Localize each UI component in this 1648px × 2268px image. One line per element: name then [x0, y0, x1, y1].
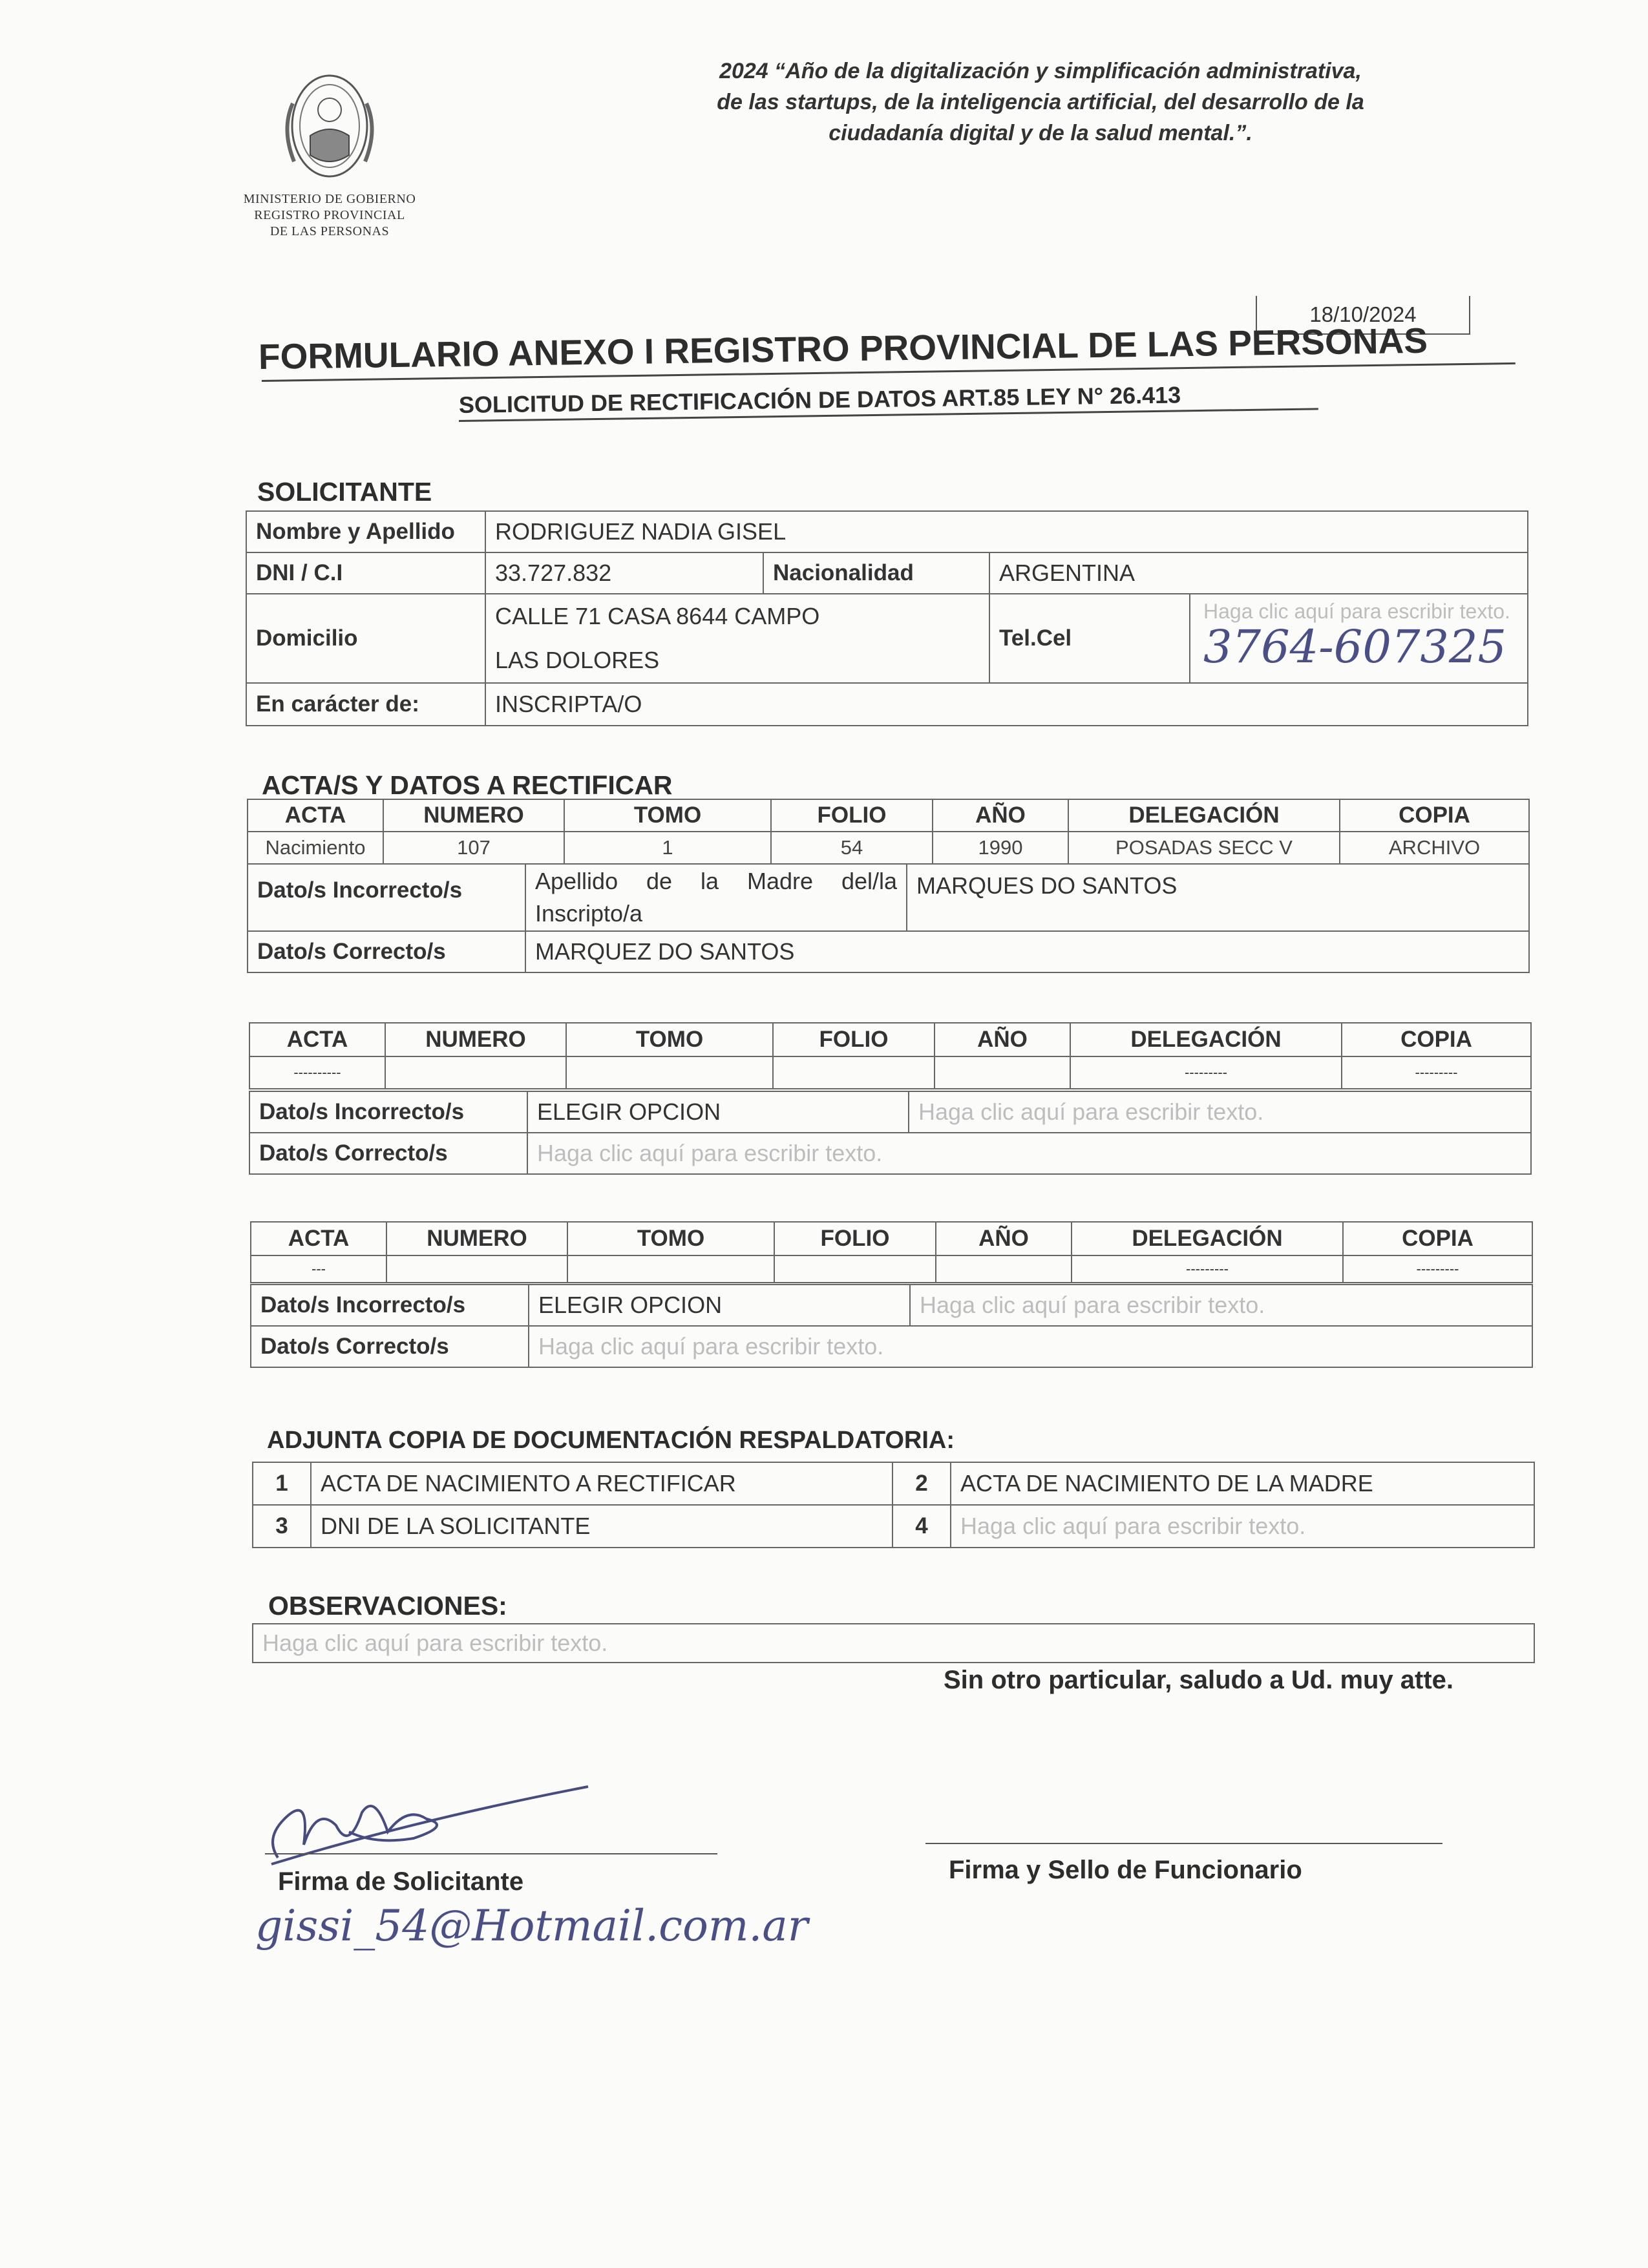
tomo-field[interactable] [566, 1056, 773, 1089]
dni-label: DNI / C.I [246, 552, 485, 594]
incorrecto-label: Dato/s Incorrecto/s [248, 864, 525, 931]
col-folio-header: FOLIO [774, 1222, 936, 1255]
tomo-field[interactable] [567, 1255, 774, 1283]
observaciones-table [252, 1623, 1535, 1663]
motto-line2: de las startups, de la inteligencia artificial, del desarrollo de la [717, 90, 1364, 114]
col-delegacion-header: DELEGACIÓN [1070, 1023, 1342, 1056]
actas-section-title: ACTA/S Y DATOS A RECTIFICAR [262, 770, 673, 800]
closing-text: Sin otro particular, saludo a Ud. muy atte. [944, 1666, 1454, 1694]
anio-field[interactable]: 1990 [933, 832, 1068, 864]
incorrecto-label: Dato/s Incorrecto/s [251, 1285, 529, 1326]
solicitante-signature-line [265, 1853, 717, 1854]
year-motto [620, 56, 1461, 149]
acta-field[interactable]: ---------- [249, 1056, 385, 1089]
numero-field[interactable] [385, 1056, 566, 1089]
adjunta-section-title: ADJUNTA COPIA DE DOCUMENTACIÓN RESPALDATORIA: [267, 1427, 955, 1454]
funcionario-signature-line [925, 1843, 1442, 1844]
col-tomo-header: TOMO [567, 1222, 774, 1255]
acta-correccion-3 [250, 1284, 1533, 1368]
folio-field[interactable] [773, 1056, 935, 1089]
caracter-label: En carácter de: [246, 683, 485, 726]
col-tomo-header: TOMO [564, 799, 771, 832]
delegacion-field[interactable]: POSADAS SECC V [1068, 832, 1340, 864]
col-folio-header: FOLIO [773, 1023, 935, 1056]
solicitante-signature-label: Firma de Solicitante [278, 1867, 524, 1896]
col-acta-header: ACTA [251, 1222, 386, 1255]
col-folio-header: FOLIO [771, 799, 933, 832]
incorrecto-label: Dato/s Incorrecto/s [249, 1091, 527, 1133]
adjunta-item-number: 1 [253, 1462, 311, 1505]
observaciones-field[interactable]: Haga clic aquí para escribir texto. [253, 1624, 1534, 1663]
folio-field[interactable] [774, 1255, 936, 1283]
correcto-value[interactable]: Haga clic aquí para escribir texto. [527, 1133, 1531, 1174]
date-field[interactable]: 18/10/2024 [1256, 296, 1470, 335]
nacionalidad-label: Nacionalidad [763, 552, 989, 594]
correcto-value[interactable]: MARQUEZ DO SANTOS [525, 931, 1529, 972]
col-anio-header: AÑO [936, 1222, 1072, 1255]
folio-field[interactable]: 54 [771, 832, 933, 864]
incorrecto-option-select[interactable]: ELEGIR OPCION [529, 1285, 910, 1326]
domicilio-field[interactable] [485, 594, 989, 683]
col-copia-header: COPIA [1340, 799, 1529, 832]
observaciones-section-title: OBSERVACIONES: [268, 1591, 507, 1621]
acta-correccion-2 [249, 1091, 1532, 1175]
col-anio-header: AÑO [935, 1023, 1070, 1056]
col-copia-header: COPIA [1343, 1222, 1532, 1255]
nacionalidad-field[interactable]: ARGENTINA [989, 552, 1528, 594]
motto-line3: ciudadanía digital y de la salud mental.”. [829, 121, 1252, 145]
col-numero-header: NUMERO [383, 799, 564, 832]
col-numero-header: NUMERO [386, 1222, 567, 1255]
acta-field[interactable]: Nacimiento [248, 832, 383, 864]
ministry-logo [213, 65, 446, 239]
telcel-field[interactable] [1190, 594, 1528, 683]
handwritten-email: gissi_54@Hotmail.com.ar [255, 1901, 808, 1951]
incorrecto-value[interactable]: MARQUES DO SANTOS [907, 864, 1529, 931]
incorrecto-value[interactable]: Haga clic aquí para escribir texto. [910, 1285, 1532, 1326]
adjunta-table [252, 1462, 1535, 1548]
nombre-label: Nombre y Apellido [246, 511, 485, 552]
correcto-label: Dato/s Correcto/s [249, 1133, 527, 1174]
domicilio-line1: CALLE 71 CASA 8644 CAMPO [495, 603, 820, 629]
acta-field[interactable]: --- [251, 1255, 386, 1283]
form-subtitle: SOLICITUD DE RECTIFICACIÓN DE DATOS ART.85 LEY N° 26.413 [458, 381, 1181, 418]
domicilio-label: Domicilio [246, 594, 485, 683]
domicilio-line2: LAS DOLORES [495, 647, 660, 673]
caracter-field[interactable]: INSCRIPTA/O [485, 683, 1528, 726]
telcel-label: Tel.Cel [989, 594, 1190, 683]
acta-table-3 [250, 1221, 1533, 1283]
dni-field[interactable]: 33.727.832 [485, 552, 763, 594]
form-title: FORMULARIO ANEXO I REGISTRO PROVINCIAL DE LAS PERSONAS [258, 320, 1428, 377]
col-delegacion-header: DELEGACIÓN [1072, 1222, 1343, 1255]
telcel-placeholder: Haga clic aquí para escribir texto. [1203, 600, 1510, 623]
numero-field[interactable]: 107 [383, 832, 564, 864]
incorrecto-value[interactable]: Haga clic aquí para escribir texto. [909, 1091, 1531, 1133]
acta-correccion-1 [247, 863, 1530, 973]
copia-field[interactable]: --------- [1342, 1056, 1531, 1089]
motto-line1: 2024 “Año de la digitalización y simplificación administrativa, [719, 59, 1362, 83]
ministry-name-line2: REGISTRO PROVINCIAL [254, 208, 405, 222]
adjunta-item-number: 4 [893, 1505, 951, 1548]
delegacion-field[interactable]: --------- [1070, 1056, 1342, 1089]
numero-field[interactable] [386, 1255, 567, 1283]
ministry-name-line1: MINISTERIO DE GOBIERNO [243, 192, 416, 206]
anio-field[interactable] [936, 1255, 1072, 1283]
col-acta-header: ACTA [248, 799, 383, 832]
correcto-value[interactable]: Haga clic aquí para escribir texto. [529, 1326, 1532, 1367]
adjunta-item-text[interactable]: Haga clic aquí para escribir texto. [951, 1505, 1534, 1548]
acta-table-1 [247, 799, 1530, 865]
acta-table-2 [249, 1022, 1532, 1089]
col-tomo-header: TOMO [566, 1023, 773, 1056]
correcto-label: Dato/s Correcto/s [251, 1326, 529, 1367]
adjunta-item-text[interactable]: ACTA DE NACIMIENTO DE LA MADRE [951, 1462, 1534, 1505]
telcel-handwritten: 3764-607325 [1203, 620, 1507, 673]
col-acta-header: ACTA [249, 1023, 385, 1056]
col-delegacion-header: DELEGACIÓN [1068, 799, 1340, 832]
solicitante-section-title: SOLICITANTE [257, 477, 432, 507]
correcto-label: Dato/s Correcto/s [248, 931, 525, 972]
col-anio-header: AÑO [933, 799, 1068, 832]
nombre-field[interactable]: RODRIGUEZ NADIA GISEL [485, 511, 1528, 552]
anio-field[interactable] [935, 1056, 1070, 1089]
signature-scribble-icon [259, 1767, 595, 1884]
delegacion-field[interactable]: --------- [1072, 1255, 1343, 1283]
solicitante-table [246, 510, 1528, 726]
tomo-field[interactable]: 1 [564, 832, 771, 864]
adjunta-item-text[interactable]: DNI DE LA SOLICITANTE [311, 1505, 893, 1548]
adjunta-item-number: 2 [893, 1462, 951, 1505]
adjunta-item-text[interactable]: ACTA DE NACIMIENTO A RECTIFICAR [311, 1462, 893, 1505]
incorrecto-option-select[interactable]: ELEGIR OPCION [527, 1091, 909, 1133]
adjunta-item-number: 3 [253, 1505, 311, 1548]
col-numero-header: NUMERO [385, 1023, 566, 1056]
ministry-name-line3: DE LAS PERSONAS [269, 224, 390, 238]
copia-field[interactable]: ARCHIVO [1340, 832, 1529, 864]
incorrecto-field-select[interactable]: Apellido de la Madre del/la Inscripto/a [525, 864, 907, 931]
provincial-seal-icon [275, 65, 385, 187]
copia-field[interactable]: --------- [1343, 1255, 1532, 1283]
funcionario-signature-label: Firma y Sello de Funcionario [949, 1856, 1302, 1884]
col-copia-header: COPIA [1342, 1023, 1531, 1056]
